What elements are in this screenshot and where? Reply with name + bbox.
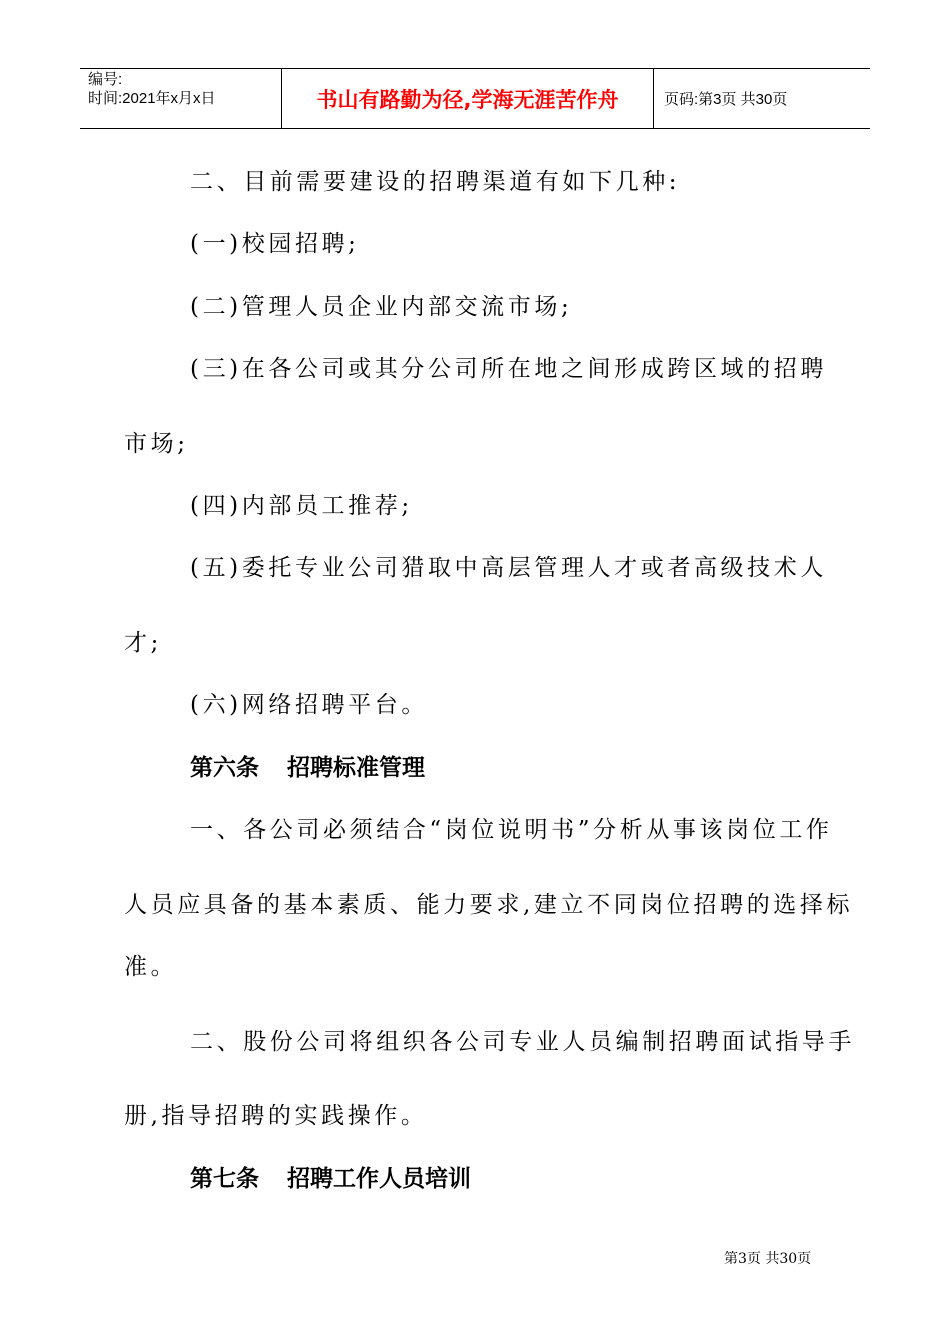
page-footer: 第3页 共30页	[724, 1251, 812, 1267]
article-7-title: 招聘工作人员培训	[287, 1166, 471, 1192]
body-line: 人员应具备的基本素质、能力要求,建立不同岗位招聘的选择标	[124, 892, 854, 918]
body-line: 市场;	[124, 431, 189, 457]
header-page-info: 页码:第3页 共30页	[664, 91, 788, 108]
header-page-info-cell	[654, 69, 870, 128]
body-line: 准。	[124, 954, 178, 980]
header-meta	[80, 69, 282, 128]
header-motto-cell	[282, 69, 654, 128]
body-line: (三)在各公司或其分公司所在地之间形成跨区域的招聘	[190, 356, 827, 382]
body-line: 才;	[124, 630, 162, 656]
body-line: (四)内部员工推荐;	[190, 493, 413, 519]
body-line: (六)网络招聘平台。	[190, 692, 428, 718]
header-motto: 书山有路勤为径,学海无涯苦作舟	[316, 87, 619, 112]
article-6-heading	[190, 753, 425, 783]
page-header	[80, 68, 870, 129]
body-line: 册,指导招聘的实践操作。	[124, 1103, 428, 1129]
article-7-heading	[190, 1164, 471, 1194]
body-line: (二)管理人员企业内部交流市场;	[190, 294, 573, 320]
document-number-label: 编号:	[88, 71, 123, 88]
article-7-number: 第七条	[190, 1166, 259, 1192]
article-6-title: 招聘标准管理	[287, 755, 425, 781]
body-line: (一)校园招聘;	[190, 231, 360, 257]
body-line: (五)委托专业公司猎取中高层管理人才或者高级技术人	[190, 555, 827, 581]
body-line: 二、股份公司将组织各公司专业人员编制招聘面试指导手	[190, 1029, 855, 1055]
document-time: 时间:2021年x月x日	[88, 90, 216, 107]
body-line: 二、目前需要建设的招聘渠道有如下几种:	[190, 169, 681, 195]
article-6-number: 第六条	[190, 755, 259, 781]
body-line: 一、各公司必须结合“岗位说明书”分析从事该岗位工作	[190, 817, 833, 843]
